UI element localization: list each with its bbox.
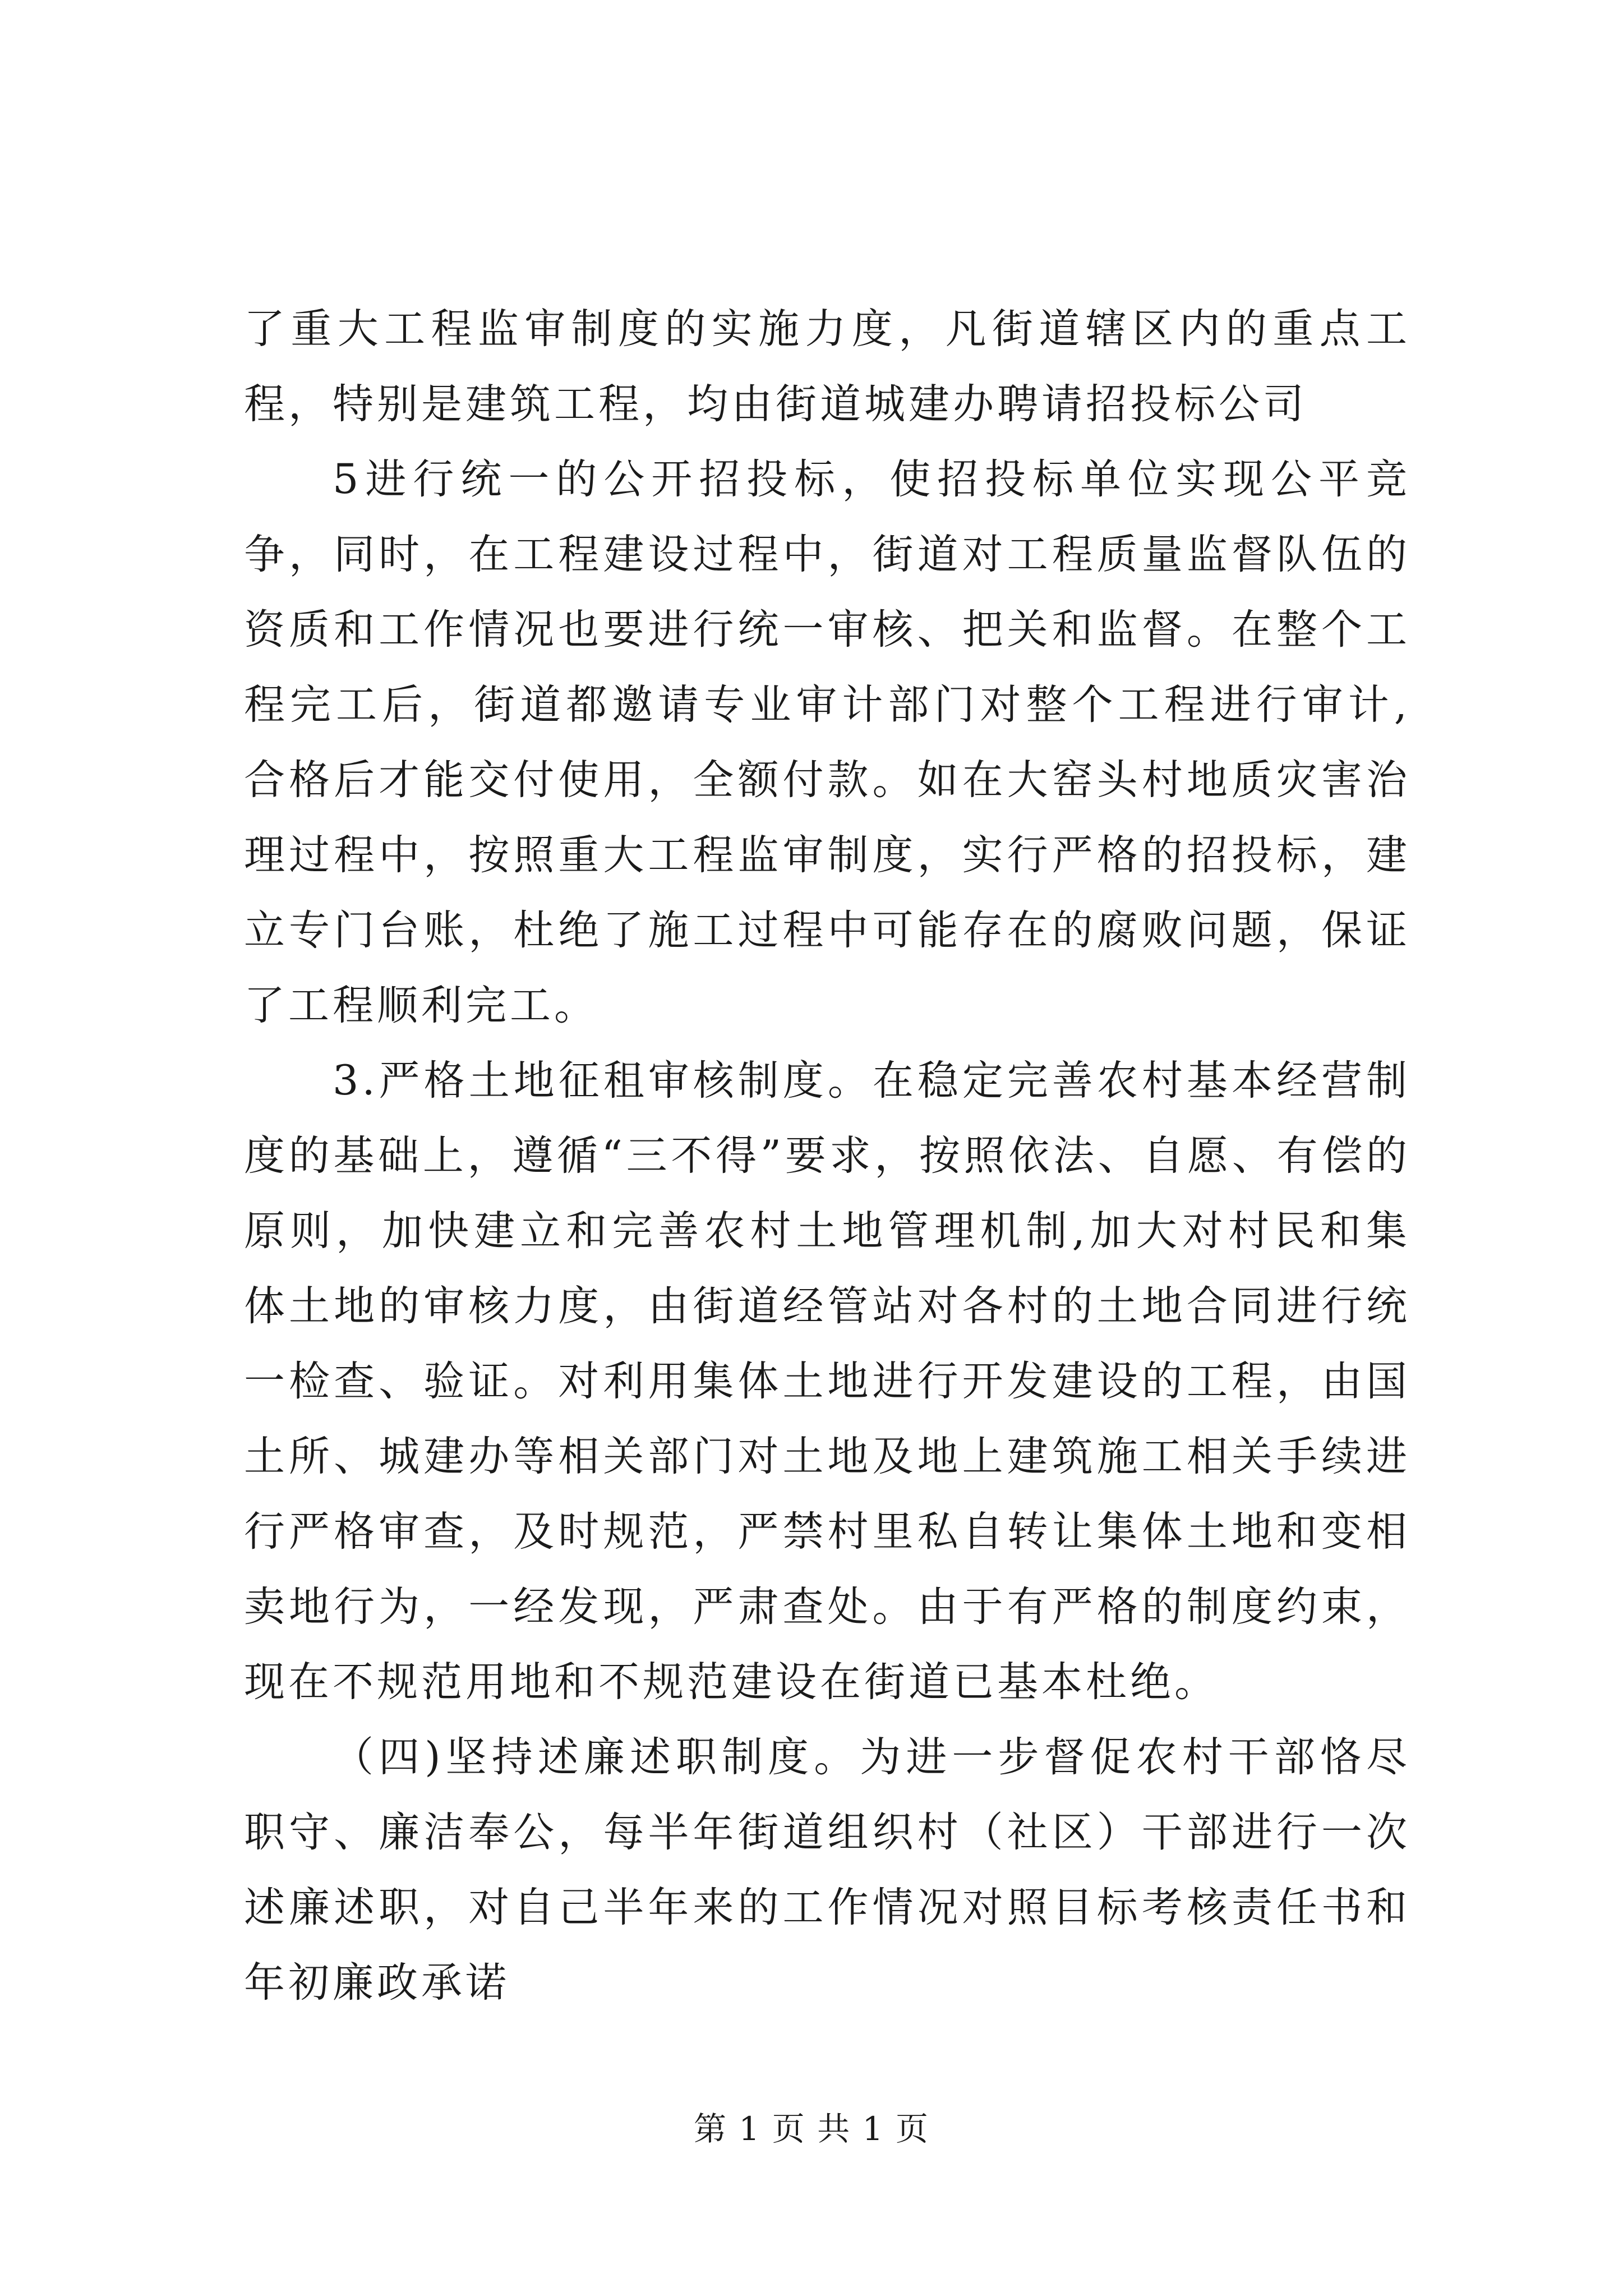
paragraph-integrity-report: （四)坚持述廉述职制度。为进一步督促农村干部恪尽职守、廉洁奉公，每半年街道组织村（社区）干部进行一次述廉述职，对自己半年来的工作情况对照目标考核责任书和年初廉政承诺 [244, 1733, 1410, 2007]
document-body [244, 292, 1410, 2021]
paragraph-tendering: 5进行统一的公开招投标，使招投标单位实现公平竞争，同时，在工程建设过程中，街道对工程质量监督队伍的资质和工作情况也要进行统一审核、把关和监督。在整个工程完工后，街道都邀请专业审计部门对整个工程进行审计,合格后才能交付使用，全额付款。如在大窑头村地质灾害治理过程中，按照重大工程监审制度，实行严格的招投标，建立专门台账，杜绝了施工过程中可能存在的腐败问题，保证了工程顺利完工。 [244, 455, 1410, 1029]
paragraph-continued: 了重大工程监审制度的实施力度，凡街道辖区内的重点工程，特别是建筑工程，均由街道城建办聘请招投标公司 [244, 305, 1410, 428]
paragraph-land-review: 3.严格土地征租审核制度。在稳定完善农村基本经营制度的基础上，遵循“三不得”要求，按照依法、自愿、有偿的原则，加快建立和完善农村土地管理机制,加大对村民和集体土地的审核力度，由街道经管站对各村的土地合同进行统一检查、验证。对利用集体土地进行开发建设的工程，由国土所、城建办等相关部门对土地及地上建筑施工相关手续进行严格审查，及时规范，严禁村里私自转让集体土地和变相卖地行为，一经发现，严肃查处。由于有严格的制度约束，现在不规范用地和不规范建设在街道已基本杜绝。 [244, 1057, 1410, 1706]
page-footer: 第 1 页 共 1 页 [694, 2110, 929, 2148]
